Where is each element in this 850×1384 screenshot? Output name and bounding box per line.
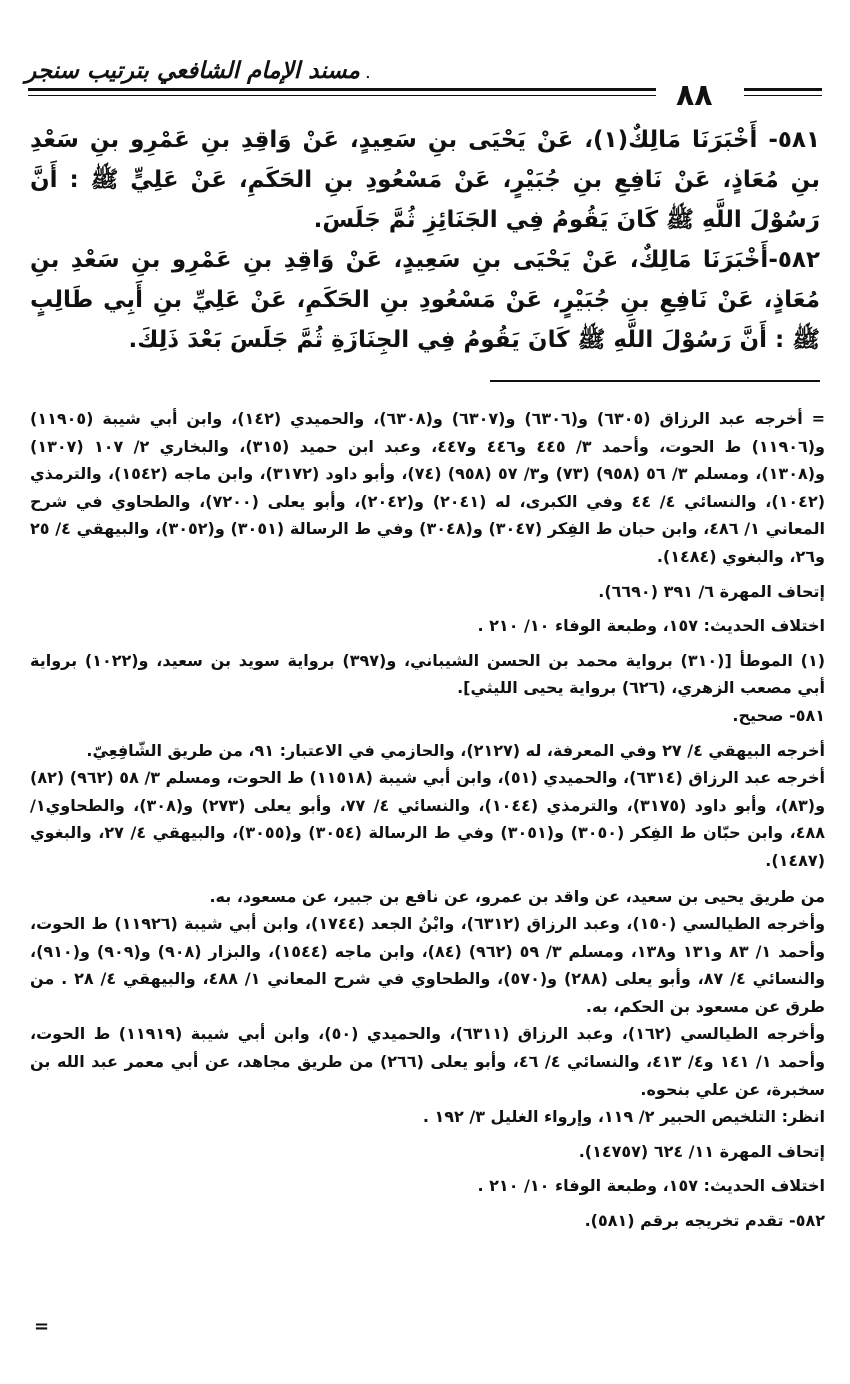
running-header-title: مسند الإمام الشافعي بترتيب سنجر (25, 58, 360, 84)
page-number: ٨٨ (676, 78, 713, 113)
header-dot: . (365, 62, 371, 83)
footnote-ithaf-1: إتحاف المهرة ٦/ ٣٩١ (٦٦٩٠). (598, 581, 825, 601)
footnote-581-tariq: من طريق يحيى بن سعيد، عن واقد بن عمرو، عن نافع بن جبير، عن مسعود، به. (209, 886, 825, 906)
header-rule-right (744, 88, 822, 96)
footnote-prev-takhrij: = أخرجه عبد الرزاق (٦٣٠٥) و(٦٣٠٦) و(٦٣٠٧) و(٦٣٠٨)، والحميدي (١٤٢)، وابن أبي شيبة (١١٩٠٥) و(١١٩٠٦) ط الحوت، وأحمد ٣/ ٤٤٥ و٤٤٦ و٤٤٧، وعبد ابن حميد (٣١٥)، والبخاري ٢/ ١٠٧ (١٣٠٧) و(١٣٠٨)، ومسلم ٣/ ٥٦ (٩٥٨) (٧٣) و٣/ ٥٧ (٩٥٨) (٧٤)، وأبو داود (٣١٧٢)، وابن ماجه (١٥٤٢)، والترمذي (١٠٤٢)، والنسائي ٤/ ٤٤ وفي الكبرى، له (٢٠٤١) و(٢٠٤٢)، وأبو يعلى (٧٢٠٠)، والطحاوي في شرح المعاني ١/ ٤٨٦، وابن حبان ط الفِكر (٣٠٤٧) و(٣٠٤٨) وفي ط الرسالة (٣٠٥١) و(٣٠٥٢)، والبيهقي ٤/ ٢٥ و٢٦، والبغوي (١٤٨٤). (30, 409, 826, 566)
footnote-ikhtilaf-1: اختلاف الحديث: ١٥٧، وطبعة الوفاء ١٠/ ٢١٠ . (477, 616, 825, 636)
footnote-581-bayhaqi: أخرجه البيهقي ٤/ ٢٧ وفي المعرفة، له (٢١٢٧)، والحازمي في الاعتبار: ٩١، من طريق الشّافِعِيّ. (86, 740, 825, 760)
footnote-muwatta: (١) الموطأ [(٣١٠) برواية محمد بن الحسن الشيباني، و(٣٩٧) برواية سويد بن سعيد، و(١٠٢٢) برواية أبي مصعب الزهري، (٦٢٦) برواية يحيى الليثي]. (30, 650, 826, 698)
footnote-ikhtilaf-2: اختلاف الحديث: ١٥٧، وطبعة الوفاء ١٠/ ٢١٠ . (477, 1176, 825, 1196)
footnote-581-abdrazzaq: أخرجه عبد الرزاق (٦٣١٤)، والحميدي (٥١)، وابن أبي شيبة (١١٥١٨) ط الحوت، ومسلم ٣/ ٥٨ (٩٦٢) (٨٢) و(٨٣)، وأبو داود (٣١٧٥)، والترمذي (١٠٤٤)، والنسائي ٤/ ٧٧، وأبو يعلى (٢٧٣) و(٣٠٨)، والطحاوي١/ ٤٨٨، وابن حبّان ط الفِكر (٣٠٥٠) و(٣٠٥١) وفي ط الرسالة (٣٠٥٤) و(٣٠٥٥)، والبيهقي ٤/ ٢٧، والبغوي (١٤٨٧). (30, 768, 826, 870)
hadith-582: ٥٨٢-أَخْبَرَنَا مَالِكٌ، عَنْ يَحْيَى بنِ سَعِيدٍ، عَنْ وَاقِدِ بنِ عَمْرِو بنِ سَعْدِ بنِ مُعَاذٍ، عَنْ نَافِعِ بنِ جُبَيْرٍ، عَنْ مَسْعُودِ بنِ الحَكَمِ، عَنْ عَلِيِّ بنِ أَبِي طَالِبٍ ﷺ : أَنَّ رَسُوْلَ اللَّهِ ﷺ كَانَ يَقُومُ فِي الجِنَازَةِ ثُمَّ جَلَسَ بَعْدَ ذَلِكَ. (30, 247, 820, 353)
footnotes (30, 405, 825, 1235)
footnote-581-tayalisi: وأخرجه الطيالسي (١٥٠)، وعبد الرزاق (٦٣١٢)، وابْنُ الجعد (١٧٤٤)، وابن أبي شيبة (١١٩٢٦) ط الحوت، وأحمد ١/ ٨٣ و١٣١ و١٣٨، ومسلم ٣/ ٥٩ (٩٦٢) (٨٤)، وابن ماجه (١٥٤٤)، والبزار (٩٠٨) و(٩٠٩) و(٩١٠)، والنسائي ٤/ ٨٧، وأبو يعلى (٢٨٨) و(٥٧٠)، والطحاوي في شرح المعاني ١/ ٤٨٨، والبيهقي ٤/ ٢٨ . من طرق عن مسعود بن الحكم، به. (30, 914, 826, 1016)
footnote-divider (490, 380, 820, 382)
hadith-581: ٥٨١- أَخْبَرَنَا مَالِكٌ(١)، عَنْ يَحْيَى بنِ سَعِيدٍ، عَنْ وَاقِدِ بنِ عَمْرِو بنِ سَعْدِ بنِ مُعَاذٍ، عَنْ نَافِعِ بنِ جُبَيْرٍ، عَنْ مَسْعُودِ بنِ الحَكَمِ، عَنْ عَلِيٍّ ﷺ : أَنَّ رَسُوْلَ اللَّهِ ﷺ كَانَ يَقُومُ فِي الجَنَائِزِ ثُمَّ جَلَسَ. (30, 127, 820, 233)
footnote-582: ٥٨٢- تقدم تخريجه برقم (٥٨١). (584, 1211, 825, 1231)
hadith-text (30, 120, 820, 360)
footnote-ithaf-2: إتحاف المهرة ١١/ ٦٢٤ (١٤٧٥٧). (578, 1141, 825, 1161)
header-rule-left (28, 88, 656, 96)
footnote-unzur: انظر: التلخيص الحبير ٢/ ١١٩، وإرواء الغليل ٣/ ١٩٢ . (422, 1107, 825, 1127)
footnote-581-head: ٥٨١- صحيح. (732, 705, 825, 725)
footnote-581-tayalisi-2: وأخرجه الطيالسي (١٦٢)، وعبد الرزاق (٦٣١١)، والحميدي (٥٠)، وابن أبي شيبة (١١٩١٩) ط الحوت، وأحمد ١/ ١٤١ و٤/ ٤١٣، والنسائي ٤/ ٤٦، وأبو يعلى (٢٦٦) من طريق مجاهد، عن أبي معمر عبد الله بن سخبرة، عن علي بنحوه. (30, 1024, 826, 1099)
continuation-mark: = (34, 1316, 50, 1337)
